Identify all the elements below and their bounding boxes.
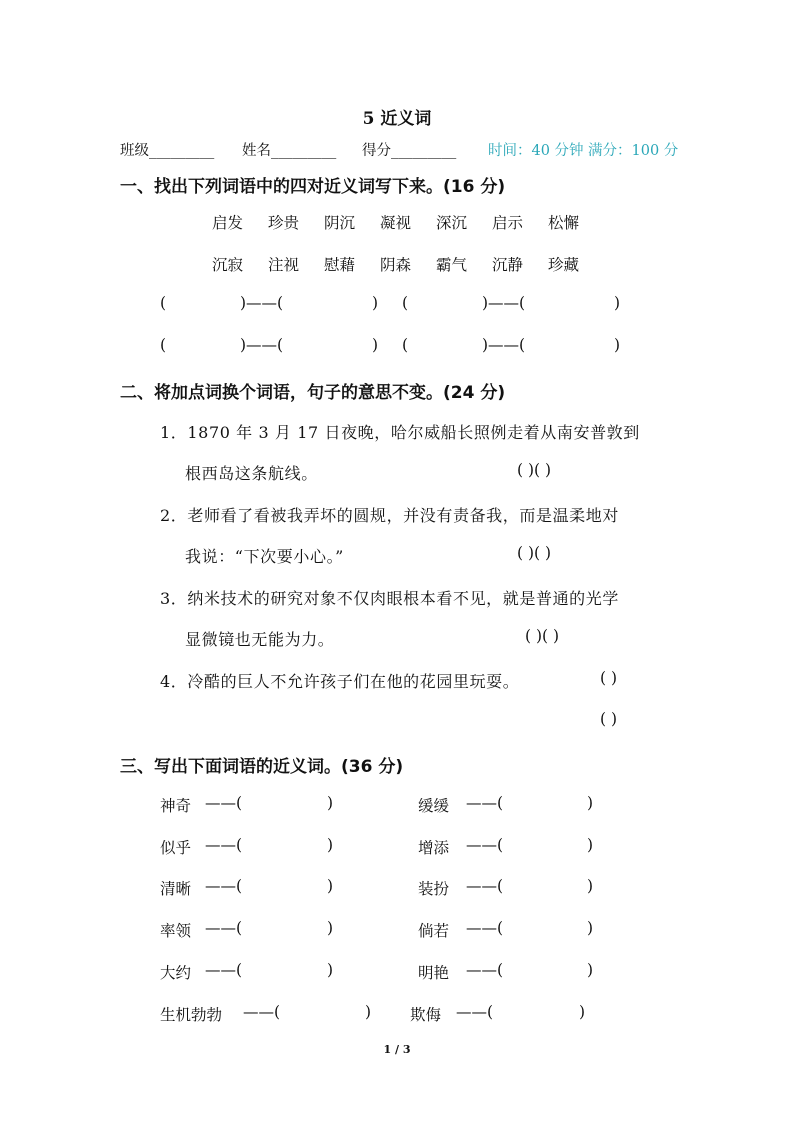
- answer-blank-close: ): [587, 836, 594, 854]
- answer-blank-mid[interactable]: )——(: [240, 336, 284, 354]
- answer-blank-close: ): [587, 877, 594, 895]
- word-item: 珍贵: [268, 214, 300, 232]
- section2-heading: 二、将加点词换个词语，句子的意思不变。(24 分): [120, 383, 506, 403]
- vocab-word: 神奇: [160, 797, 192, 815]
- answer-blank-open[interactable]: (: [160, 294, 167, 312]
- answer-blank-close: ): [327, 877, 334, 895]
- page-number: 1 / 3: [383, 1043, 411, 1056]
- section3-heading: 三、写出下面词语的近义词。(36 分): [120, 757, 404, 777]
- answer-blank-mid[interactable]: )——(: [482, 336, 526, 354]
- question-4-line1: 4．冷酷的巨人不允许孩子们在他的花园里玩耍。: [160, 672, 520, 691]
- word-item: 阴森: [380, 256, 412, 274]
- name-field: 姓名_________: [242, 143, 337, 159]
- answer-blank-pair[interactable]: ( )( ): [517, 544, 552, 562]
- vocab-word: 清晰: [160, 880, 192, 898]
- answer-blank[interactable]: ——(: [466, 836, 504, 854]
- vocab-word: 明艳: [418, 964, 450, 982]
- vocab-word: 大约: [160, 964, 192, 982]
- answer-blank[interactable]: ——(: [205, 919, 243, 937]
- word-item: 沉寂: [212, 256, 244, 274]
- vocab-word: 率领: [160, 922, 192, 940]
- answer-blank[interactable]: ——(: [456, 1003, 494, 1021]
- word-item: 启示: [492, 214, 524, 232]
- answer-blank[interactable]: ——(: [205, 877, 243, 895]
- answer-blank-open[interactable]: (: [402, 294, 409, 312]
- answer-blank-close: ): [614, 336, 621, 354]
- answer-blank-close: ): [614, 294, 621, 312]
- answer-blank[interactable]: ——(: [243, 1003, 281, 1021]
- answer-blank-close: ): [579, 1003, 586, 1021]
- answer-blank-open[interactable]: (: [160, 336, 167, 354]
- answer-blank-close: ): [365, 1003, 372, 1021]
- full-score-info: 满分：100 分: [588, 143, 679, 159]
- answer-blank[interactable]: ——(: [466, 919, 504, 937]
- answer-blank-close: ): [327, 919, 334, 937]
- vocab-word: 装扮: [418, 880, 450, 898]
- vocab-word: 倘若: [418, 922, 450, 940]
- word-item: 凝视: [380, 214, 412, 232]
- word-item: 阴沉: [324, 214, 356, 232]
- answer-blank-close: ): [587, 961, 594, 979]
- answer-blank-close: ): [587, 919, 594, 937]
- answer-blank[interactable]: ——(: [466, 961, 504, 979]
- question-2-line2: 我说：“下次要小心。”: [185, 547, 344, 566]
- word-item: 深沉: [436, 214, 468, 232]
- score-field: 得分_________: [362, 143, 457, 159]
- page-title: 5 近义词: [362, 109, 432, 129]
- answer-blank-pair[interactable]: ( )( ): [517, 461, 552, 479]
- vocab-word: 缓缓: [418, 797, 450, 815]
- answer-blank-close: ): [327, 961, 334, 979]
- answer-blank-close: ): [372, 294, 379, 312]
- answer-blank[interactable]: ——(: [205, 794, 243, 812]
- word-item: 霸气: [436, 256, 468, 274]
- answer-blank-pair[interactable]: ( )( ): [525, 627, 560, 645]
- answer-blank[interactable]: ( ): [600, 710, 618, 728]
- question-1-line2: 根西岛这条航线。: [185, 464, 318, 483]
- answer-blank-mid[interactable]: )——(: [482, 294, 526, 312]
- word-item: 注视: [268, 256, 300, 274]
- answer-blank-mid[interactable]: )——(: [240, 294, 284, 312]
- answer-blank-close: ): [587, 794, 594, 812]
- question-3-line1: 3．纳米技术的研究对象不仅肉眼根本看不见，就是普通的光学: [160, 589, 619, 608]
- answer-blank[interactable]: ——(: [205, 961, 243, 979]
- answer-blank-open[interactable]: (: [402, 336, 409, 354]
- vocab-word: 似乎: [160, 839, 192, 857]
- class-field: 班级_________: [120, 143, 215, 159]
- answer-blank[interactable]: ——(: [466, 877, 504, 895]
- section1-heading: 一、找出下列词语中的四对近义词写下来。(16 分): [120, 177, 506, 197]
- word-item: 沉静: [492, 256, 524, 274]
- answer-blank[interactable]: ——(: [205, 836, 243, 854]
- question-2-line1: 2．老师看了看被我弄坏的圆规，并没有责备我，而是温柔地对: [160, 506, 619, 525]
- answer-blank[interactable]: ——(: [466, 794, 504, 812]
- vocab-word: 欺侮: [410, 1006, 442, 1024]
- question-3-line2: 显微镜也无能为力。: [185, 630, 335, 649]
- question-1-line1: 1．1870 年 3 月 17 日夜晚，哈尔威船长照例走着从南安普敦到: [160, 423, 640, 442]
- answer-blank-close: ): [327, 836, 334, 854]
- vocab-word: 生机勃勃: [160, 1006, 223, 1024]
- word-item: 珍藏: [548, 256, 580, 274]
- word-item: 松懈: [548, 214, 580, 232]
- vocab-word: 增添: [418, 839, 450, 857]
- time-info: 时间：40 分钟: [488, 143, 584, 159]
- word-item: 慰藉: [324, 256, 356, 274]
- word-item: 启发: [212, 214, 244, 232]
- answer-blank-close: ): [327, 794, 334, 812]
- answer-blank-close: ): [372, 336, 379, 354]
- answer-blank[interactable]: ( ): [600, 669, 618, 687]
